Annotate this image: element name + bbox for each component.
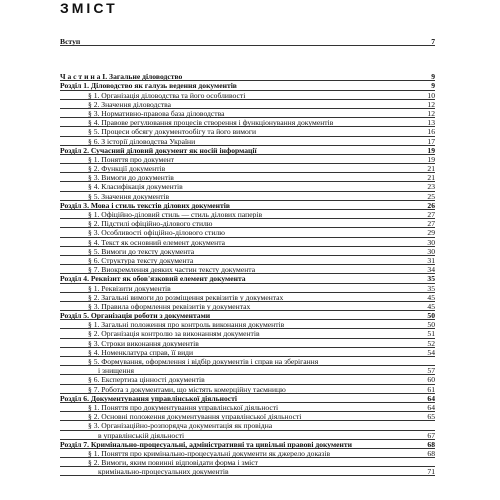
toc-entry [60, 137, 435, 146]
toc-entry [60, 403, 435, 412]
toc-entry-page: 30 [427, 246, 435, 256]
toc-entry [60, 155, 435, 164]
toc-entry-label: § 5. Значення документів [88, 191, 170, 201]
toc-entry-label: § 4. Правове регулювання процесів створення і функціонування документів [88, 118, 334, 128]
toc-entry-page: 64 [427, 402, 435, 412]
toc-entry-page: 31 [427, 255, 435, 265]
toc-entry-label: § 1. Поняття про кримінально-процесуальні документи як джерело доказів [88, 448, 331, 458]
toc-entry-page: 51 [427, 329, 435, 339]
toc-entry-page: 30 [427, 237, 435, 247]
toc-entry [60, 192, 435, 201]
toc-entry-label: § 7. Робота з документами, що містять комерційну таємницю [88, 384, 286, 394]
toc-entry-label: § 6. Експертиза цінності документів [88, 375, 205, 385]
toc-section-heading [60, 440, 435, 449]
toc-entry-page: 9 [431, 72, 435, 82]
toc-entry-label: § 6. З історії діловодства України [88, 136, 196, 146]
toc-entry-page: 64 [427, 393, 435, 403]
toc-entry-label: Ч а с т и н а І. Загальне діловодство [60, 72, 183, 82]
toc-entry-label: § 4. Номенклатура справ, її види [88, 347, 194, 357]
toc-entry-page: 54 [427, 347, 435, 357]
toc-entry-label: § 2. Підстилі офіційно-ділового стилю [88, 219, 213, 229]
toc-entry-page: 16 [427, 127, 435, 137]
toc-entry-page: 67 [427, 430, 435, 440]
toc-entry-page: 25 [427, 191, 435, 201]
toc-entry [60, 127, 435, 136]
toc-entry-label: Розділ 4. Реквізит як обов'язковий елемент документа [60, 274, 246, 284]
toc-entry-label: в управлінській діяльності [98, 430, 185, 440]
toc-section-heading [60, 81, 435, 90]
toc-entry [60, 431, 435, 440]
toc-entry [60, 329, 435, 338]
toc-entry [60, 357, 435, 366]
toc-entry-page: 7 [431, 37, 435, 46]
toc-entry-label: § 5. Формування, оформлення і відбір документів і справ на зберігання [88, 357, 319, 366]
toc-entry-page: 61 [427, 384, 435, 394]
toc-entry-label: § 1. Поняття про документування управлінської діяльності [88, 402, 279, 412]
toc-entry [60, 219, 435, 228]
toc-entry [60, 100, 435, 109]
table-of-contents [60, 37, 435, 476]
toc-entry [60, 412, 435, 421]
toc-entry-label: § 3. Правила оформлення реквізитів у документах [88, 301, 251, 311]
toc-entry [60, 302, 435, 311]
toc-entry-label: Розділ 7. Кримінально-процесуальні, адміністративні та цивільні правові документи [60, 439, 353, 449]
toc-entry-label: § 2. Основні положення документування управлінської діяльності [88, 412, 302, 422]
toc-section-heading [60, 274, 435, 283]
toc-entry [60, 238, 435, 247]
toc-entry [60, 375, 435, 384]
toc-entry-label: кримінально-процесуальних документів [98, 467, 229, 477]
toc-entry-label: Розділ 1. Діловодство як галузь ведення документів [60, 81, 237, 91]
toc-entry-label: § 7. Виокремлення деяких частин тексту документа [88, 265, 256, 275]
toc-entry-label: § 3. Організаційно-розпорядча документація як провідна [88, 421, 273, 431]
toc-entry-label: і знищення [98, 366, 134, 376]
toc-entry [60, 348, 435, 357]
toc-entry [60, 173, 435, 182]
toc-entry-label: § 1. Офіційно-діловий стиль — стиль ділових паперів [88, 210, 263, 219]
toc-entry-page: 65 [427, 412, 435, 422]
toc-entry-page: 26 [427, 200, 435, 210]
toc-entry [60, 247, 435, 256]
toc-entry-page: 21 [427, 164, 435, 174]
toc-entry-page: 68 [427, 439, 435, 449]
toc-entry [60, 458, 435, 467]
toc-entry-label: § 1. Поняття про документ [88, 154, 175, 164]
toc-entry-label: Розділ 5. Організація роботи з документами [60, 311, 211, 321]
toc-entry-label: § 3. Особливості офіційно-ділового стилю [88, 228, 225, 238]
toc-section-heading [60, 394, 435, 403]
toc-entry-page: 68 [427, 448, 435, 458]
toc-entry-page: 9 [431, 81, 435, 91]
toc-entry-label: § 2. Загальні вимоги до розміщення реквізитів у документах [88, 292, 284, 302]
toc-entry [60, 109, 435, 118]
toc-entry [60, 256, 435, 265]
toc-entry-page: 17 [427, 136, 435, 146]
toc-entry [60, 164, 435, 173]
toc-entry [60, 210, 435, 219]
toc-part-heading [60, 72, 435, 81]
page-title: ЗМІСТ [60, 0, 118, 16]
toc-entry-label: § 6. Структура тексту документа [88, 255, 194, 265]
toc-section-heading [60, 201, 435, 210]
toc-entry-label: § 1. Загальні положення про контроль виконання документів [88, 320, 285, 330]
toc-entry-label: § 2. Вимоги, яким повинні відповідати форма і зміст [88, 458, 258, 468]
toc-entry-page: 50 [427, 320, 435, 330]
toc-entry-intro [60, 37, 435, 46]
toc-entry-page: 19 [427, 154, 435, 164]
toc-entry [60, 421, 435, 430]
toc-entry-page: 23 [427, 182, 435, 192]
toc-entry-label: Розділ 2. Сучасний діловий документ як носій інформації [60, 145, 257, 155]
toc-entry-label: Розділ 6. Документування управлінської діяльності [60, 393, 237, 403]
toc-entry-page: 52 [427, 338, 435, 348]
toc-entry [60, 366, 435, 375]
toc-entry [60, 228, 435, 237]
toc-entry-page: 21 [427, 173, 435, 183]
toc-section-heading [60, 146, 435, 155]
toc-entry-label: § 1. Реквізити документів [88, 283, 171, 293]
toc-entry-label: § 3. Вимоги до документів [88, 173, 174, 183]
toc-entry-page: 45 [427, 301, 435, 311]
toc-entry-page: 57 [427, 366, 435, 376]
toc-entry-page: 19 [427, 145, 435, 155]
toc-entry-label: § 2. Значення діловодства [88, 99, 172, 109]
toc-entry [60, 385, 435, 394]
toc-entry-page: 12 [427, 108, 435, 118]
toc-entry-page: 13 [427, 118, 435, 128]
toc-entry-label: Розділ 3. Мова і стиль текстів ділових документів [60, 200, 230, 210]
toc-entry-label: § 5. Вимоги до тексту документа [88, 246, 195, 256]
toc-entry [60, 467, 435, 476]
toc-section-heading [60, 311, 435, 320]
toc-entry-page: 60 [427, 375, 435, 385]
toc-entries [60, 81, 435, 476]
toc-entry-label: § 4. Класифікація документів [88, 182, 183, 192]
toc-entry [60, 320, 435, 329]
spacer [60, 46, 435, 72]
toc-entry-label: § 2. Організація контролю за виконанням документів [88, 329, 260, 339]
toc-entry-label: § 3. Строки виконання документів [88, 338, 199, 348]
toc-entry [60, 293, 435, 302]
toc-entry-page: 12 [427, 99, 435, 109]
toc-entry-page: 27 [427, 210, 435, 219]
toc-entry-page: 34 [427, 265, 435, 275]
toc-entry-page: 10 [427, 90, 435, 100]
toc-entry [60, 339, 435, 348]
toc-entry-page: 27 [427, 219, 435, 229]
toc-entry [60, 182, 435, 191]
toc-entry-label: § 3. Нормативно-правова база діловодства [88, 108, 225, 118]
toc-entry-page: 29 [427, 228, 435, 238]
toc-entry-label: § 5. Процеси обсягу документообігу та його вимоги [88, 127, 257, 137]
toc-entry-label: Вступ [60, 37, 81, 46]
toc-entry-label: § 1. Організація діловодства та його особливості [88, 90, 246, 100]
toc-entry-page: 45 [427, 292, 435, 302]
toc-entry-label: § 2. Функції документів [88, 164, 166, 174]
toc-entry [60, 118, 435, 127]
toc-entry [60, 284, 435, 293]
toc-entry-page: 35 [427, 274, 435, 284]
toc-entry-page: 35 [427, 283, 435, 293]
toc-entry-page: 71 [427, 467, 435, 477]
toc-entry [60, 265, 435, 274]
toc-entry [60, 91, 435, 100]
toc-entry-page: 50 [427, 311, 435, 321]
toc-entry [60, 449, 435, 458]
toc-entry-label: § 4. Текст як основний елемент документа [88, 237, 226, 247]
